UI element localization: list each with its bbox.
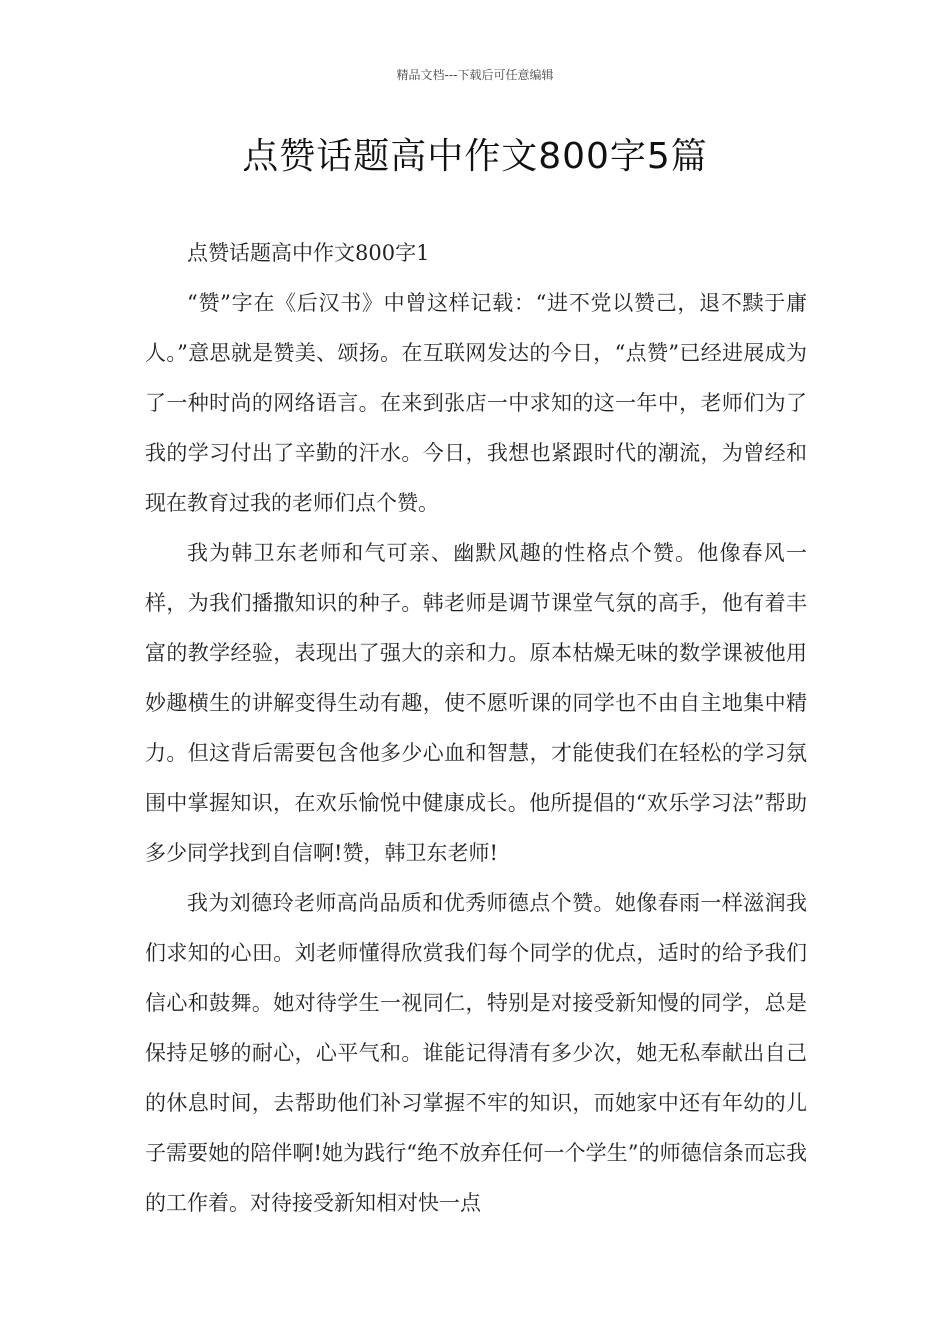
paragraph-2: 我为韩卫东老师和气可亲、幽默风趣的性格点个赞。他像春风一样，为我们播撒知识的种子。韩老师是调节课堂气氛的高手，他有着丰富的教学经验，表现出了强大的亲和力。原本枯燥无味的数学课被他用妙趣横生的讲解变得生动有趣，使不愿听课的同学也不由自主地集中精力。但这背后需要包含他多少心血和智慧，才能使我们在轻松的学习氛围中掌握知识，在欢乐愉悦中健康成长。他所提倡的“欢乐学习法”帮助多少同学找到自信啊!赞，韩卫东老师!: [145, 541, 807, 865]
paragraph-3: 我为刘德玲老师高尚品质和优秀师德点个赞。她像春雨一样滋润我们求知的心田。刘老师懂得欣赏我们每个同学的优点，适时的给予我们信心和鼓舞。她对待学生一视同仁，特别是对接受新知慢的同学，总是保持足够的耐心，心平气和。谁能记得清有多少次，她无私奉献出自己的休息时间，去帮助他们补习掌握不牢的知识，而她家中还有年幼的儿子需要她的陪伴啊!她为践行“绝不放弃任何一个学生”的师德信条而忘我的工作着。对待接受新知相对快一点: [145, 891, 807, 1215]
document-title: 点赞话题高中作文800字5篇: [242, 136, 708, 177]
page-header: 精品文档---下载后可任意编辑: [396, 68, 554, 82]
section-heading: 点赞话题高中作文800字1: [187, 241, 430, 265]
document-body: [145, 228, 807, 1228]
paragraph-1: “赞”字在《后汉书》中曾这样记载：“进不党以赞己，退不黩于庸人。”意思就是赞美、颂扬。在互联网发达的今日，“点赞”已经进展成为了一种时尚的网络语言。在来到张店一中求知的这一年中，老师们为了我的学习付出了辛勤的汗水。今日，我想也紧跟时代的潮流，为曾经和现在教育过我的老师们点个赞。: [145, 291, 807, 515]
